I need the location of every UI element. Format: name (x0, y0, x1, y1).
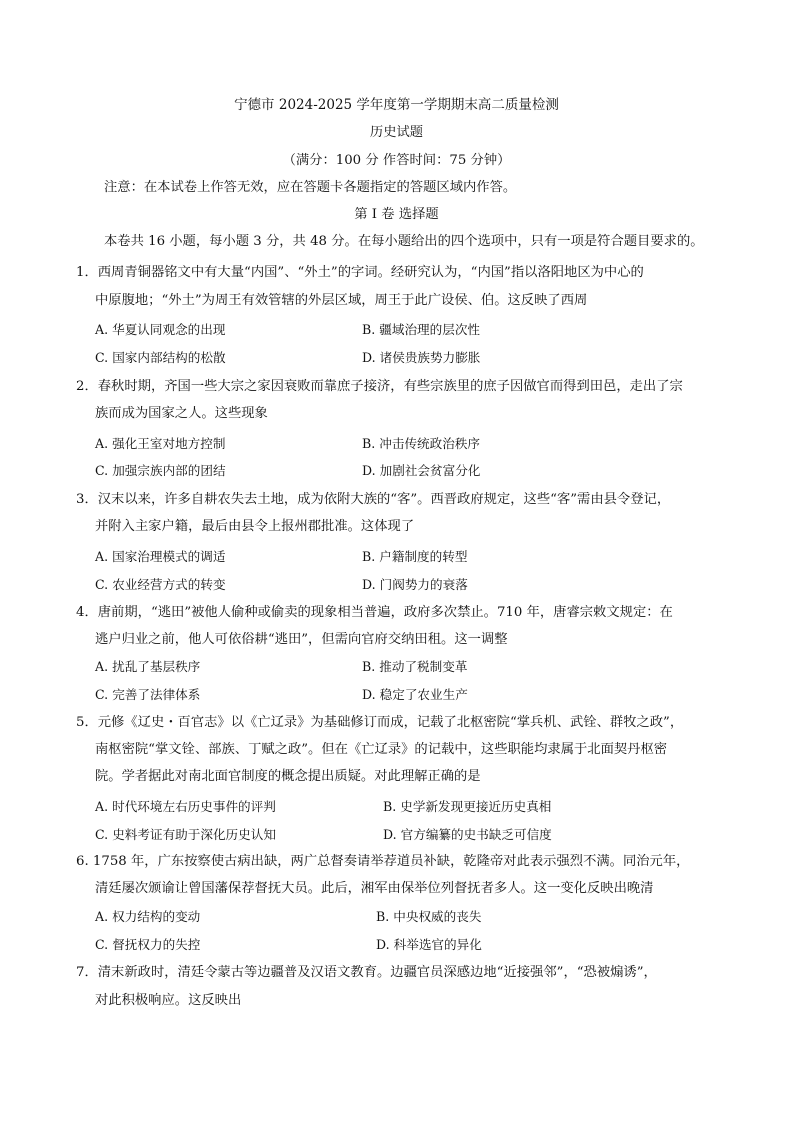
question-1-line-1: 1．西周青铜器铭文中有大量“内国”、“外土”的字词。经研究认为，“内国”指以洛阳地区为中心的 (76, 265, 644, 280)
question-1-line-2: 中原腹地；“外土”为周王有效管辖的外层区域，周王于此广设侯、伯。这反映了西周 (95, 293, 588, 308)
question-2-option-b: B. 冲击传统政治秩序 (362, 436, 481, 451)
question-2-line-1: 2．春秋时期，齐国一些大宗之家因衰败而靠庶子接济，有些宗族里的庶子因做官而得到田邑，走出了宗 (76, 379, 683, 394)
question-5-option-b: B. 史学新发现更接近历史真相 (383, 799, 552, 814)
question-6-line-1: 6. 1758 年，广东按察使古病出缺，两广总督奏请举荐道员补缺，乾隆帝对此表示强烈不满。同治元年， (76, 854, 690, 869)
question-3-option-c: C. 农业经营方式的转变 (95, 577, 226, 592)
question-7-line-2: 对此积极响应。这反映出 (95, 993, 242, 1008)
question-2-option-c: C. 加强宗族内部的团结 (95, 463, 226, 478)
question-5-line-1: 5．元修《辽史・百官志》以《亡辽录》为基础修订而成，记载了北枢密院“掌兵机、武铨、群牧之政”， (76, 715, 684, 730)
question-5-option-a: A. 时代环境左右历史事件的评判 (95, 799, 276, 814)
question-1-option-d: D. 诸侯贵族势力膨胀 (362, 350, 481, 365)
question-2-line-2: 族而成为国家之人。这些现象 (95, 406, 268, 421)
question-2-option-a: A. 强化王室对地方控制 (95, 436, 226, 451)
question-6-option-d: D. 科举选官的异化 (376, 937, 482, 952)
score-time: （满分：100 分 作答时间：75 分钟） (282, 153, 511, 168)
question-5-option-d: D. 官方编纂的史书缺乏可信度 (383, 827, 552, 842)
question-3-option-d: D. 门阀势力的衰落 (362, 577, 468, 592)
question-4-option-d: D. 稳定了农业生产 (362, 687, 468, 702)
question-3-line-1: 3．汉末以来，许多自耕农失去土地，成为依附大族的“客”。西晋政府规定，这些“客”需由县令登记， (76, 492, 671, 507)
question-5-line-3: 院。学者据此对南北面官制度的概念提出质疑。对此理解正确的是 (95, 769, 481, 784)
question-6-line-2: 清廷屡次颁谕让曾国藩保荐督抚大员。此后，湘军由保举位列督抚者多人。这一变化反映出晚清 (95, 881, 654, 896)
question-3-option-b: B. 户籍制度的转型 (362, 549, 468, 564)
question-5-option-c: C. 史料考证有助于深化历史认知 (95, 827, 276, 842)
section-title: 第 I 卷 选择题 (354, 207, 439, 222)
section-instructions: 本卷共 16 小题，每小题 3 分，共 48 分。在每小题给出的四个选项中，只有一项是符合题目要求的。 (104, 234, 704, 249)
question-1-option-b: B. 疆域治理的层次性 (362, 322, 481, 337)
question-4-option-b: B. 推动了税制变革 (362, 659, 468, 674)
question-6-option-a: A. 权力结构的变动 (95, 909, 201, 924)
question-4-option-a: A. 扰乱了基层秩序 (95, 659, 201, 674)
question-4-line-1: 4．唐前期，“逃田”被他人偷种或偷卖的现象相当普遍，政府多次禁止。710 年，唐睿宗敕文规定：在 (76, 605, 673, 620)
question-7-line-1: 7．清末新政时，清廷令蒙古等边疆普及汉语文教育。边疆官员深感边地“近接强邻”，“恐被煽诱”， (76, 965, 657, 980)
exam-title: 宁德市 2024-2025 学年度第一学期期末高二质量检测 (234, 97, 559, 113)
notice: 注意：在本试卷上作答无效，应在答题卡各题指定的答题区域内作答。 (104, 180, 517, 195)
question-3-option-a: A. 国家治理模式的调适 (95, 549, 226, 564)
question-5-line-2: 南枢密院“掌文铨、部族、丁赋之政”。但在《亡辽录》的记载中，这些职能均隶属于北面契丹枢密 (95, 742, 668, 757)
question-1-option-c: C. 国家内部结构的松散 (95, 350, 226, 365)
question-3-line-2: 并附入主家户籍，最后由县令上报州郡批准。这体现了 (95, 519, 415, 534)
question-2-option-d: D. 加剧社会贫富分化 (362, 463, 481, 478)
question-6-option-c: C. 督抚权力的失控 (95, 937, 201, 952)
question-4-line-2: 逃户归业之前，他人可依俗耕“逃田”，但需向官府交纳田租。这一调整 (95, 632, 508, 647)
question-6-option-b: B. 中央权威的丧失 (376, 909, 482, 924)
question-4-option-c: C. 完善了法律体系 (95, 687, 201, 702)
exam-subject: 历史试题 (369, 125, 424, 140)
question-1-option-a: A. 华夏认同观念的出现 (95, 322, 226, 337)
